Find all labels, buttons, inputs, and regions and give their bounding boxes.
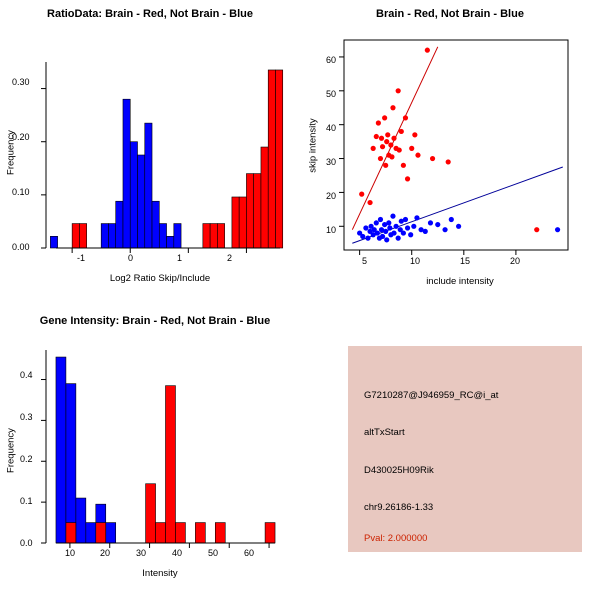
- intensity-ytick-1: 0.1: [20, 496, 33, 506]
- scatter-xtick-2: 15: [460, 256, 471, 266]
- info-event-type: altTxStart: [364, 427, 405, 438]
- scatter-ytick-4: 50: [326, 89, 337, 99]
- scatter-ytick-3: 40: [326, 123, 337, 133]
- ratio-xtick-2: 1: [177, 253, 183, 263]
- ratio-xtick-3: 2: [227, 253, 233, 263]
- scatter-ytick-1: 20: [326, 191, 337, 201]
- panel-scatter: [300, 0, 600, 300]
- ratio-histogram-plot: [0, 0, 300, 300]
- intensity-xtick-5: 60: [244, 548, 255, 558]
- scatter-ytick-2: 30: [326, 157, 337, 167]
- ratio-xtick-1: 0: [128, 253, 134, 263]
- intensity-histogram-plot: [0, 300, 300, 600]
- intensity-ytick-2: 0.2: [20, 454, 33, 464]
- intensity-ytick-3: 0.3: [20, 412, 33, 422]
- panel-ratio-title: RatioData: Brain - Red, Not Brain - Blue: [47, 8, 253, 20]
- intensity-yaxis-label: Frequency: [5, 428, 17, 473]
- scatter-xaxis-label: include intensity: [426, 276, 494, 287]
- ratio-ytick-3: 0.30: [12, 77, 30, 87]
- scatter-xtick-0: 5: [362, 256, 368, 266]
- ratio-ytick-0: 0.00: [12, 242, 30, 252]
- info-locus: chr9.26186-1.33: [364, 502, 434, 513]
- scatter-ytick-0: 10: [326, 225, 337, 235]
- scatter-xtick-1: 10: [410, 256, 421, 266]
- panel-intensity-title: Gene Intensity: Brain - Red, Not Brain - Blue: [39, 315, 271, 327]
- panel-scatter-title: Brain - Red, Not Brain - Blue: [376, 8, 524, 20]
- intensity-xtick-0: 10: [65, 548, 76, 558]
- scatter-xtick-3: 20: [510, 256, 521, 266]
- ratio-xaxis-label: Log2 Ratio Skip/Include: [109, 273, 211, 284]
- ratio-ytick-2: 0.20: [12, 132, 30, 142]
- intensity-ytick-4: 0.4: [20, 370, 33, 380]
- panel-ratio-histogram: [0, 0, 300, 300]
- gene-info-box: [348, 346, 582, 552]
- info-probeset-id: G7210287@J946959_RC@i_at: [364, 390, 499, 401]
- ratio-yaxis-label: Frequency: [5, 130, 17, 175]
- scatter-yaxis-label: skip intensity: [307, 118, 319, 173]
- intensity-xtick-2: 30: [136, 548, 147, 558]
- ratio-xtick-0: -1: [77, 253, 86, 263]
- panel-intensity-histogram: [0, 300, 300, 600]
- ratio-ytick-1: 0.10: [12, 187, 30, 197]
- intensity-xtick-4: 50: [208, 548, 219, 558]
- intensity-xaxis-label: Intensity: [142, 568, 178, 579]
- info-gene-symbol: D430025H09Rik: [364, 465, 434, 476]
- scatter-ytick-5: 60: [326, 55, 337, 65]
- intensity-ytick-0: 0.0: [20, 538, 33, 548]
- scatter-plot: [300, 0, 600, 300]
- intensity-xtick-1: 20: [100, 548, 111, 558]
- info-pval: Pval: 2.000000: [364, 533, 428, 544]
- intensity-xtick-3: 40: [172, 548, 183, 558]
